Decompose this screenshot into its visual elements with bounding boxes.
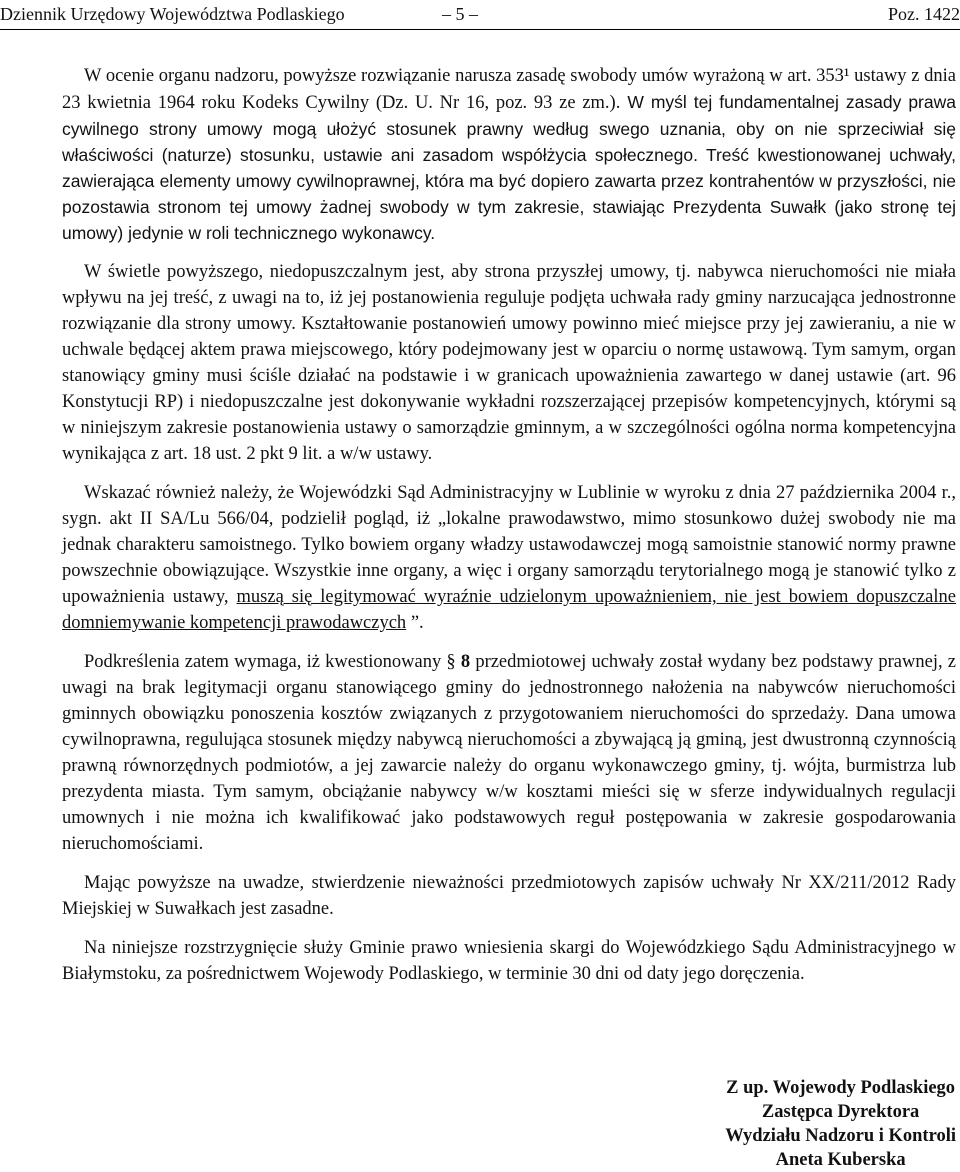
paragraph-3 xyxy=(62,480,956,636)
document-body xyxy=(62,62,956,1000)
paragraph-6: Na niniejsze rozstrzygnięcie służy Gminie prawo wniesienia skargi do Wojewódzkiego Sądu Administracyjnego w Białymstoku, za pośrednictwem Wojewody Podlaskiego, w terminie 30 dni od daty jego doręczenia. xyxy=(62,938,956,984)
page-header xyxy=(0,3,960,30)
signature-line-1: Z up. Wojewody Podlaskiego xyxy=(726,1078,956,1098)
paragraph-3-end: ”. xyxy=(406,613,424,633)
position-number: Poz. 1422 xyxy=(888,4,960,24)
paragraph-5: Mając powyższe na uwadze, stwierdzenie nieważności przedmiotowych zapisów uchwały Nr XX/211/2012 Rady Miejskiej w Suwałkach jest zasadne. xyxy=(62,873,956,919)
page-number: – 5 – xyxy=(442,4,478,24)
signature-line-2: Zastępca Dyrektora xyxy=(761,1102,920,1122)
journal-title: Dziennik Urzędowy Województwa Podlaskiego xyxy=(0,4,345,24)
paragraph-1-intro: W ocenie organu nadzoru, powyższe rozwiązanie narusza zasadę swobody umów wyrażoną w art. 353¹ ustawy z dnia 23 kwietnia 1964 roku Kodeks Cywilny (Dz. U. Nr 16, poz. 93 ze zm.). xyxy=(62,66,956,113)
paragraph-4 xyxy=(62,649,956,857)
signature-name: Aneta Kuberska xyxy=(775,1150,906,1170)
signature-block xyxy=(725,1076,956,1172)
paragraph-3-underlined-quote: muszą się legitymować wyraźnie udzielonym upoważnieniem, nie jest bowiem dopuszczalne domniemywanie kompetencji prawodawczych xyxy=(62,587,956,633)
paragraph-3-start: Wskazać również należy, że Wojewódzki Sąd Administracyjny w Lublinie w wyroku z dnia 27 października 2004 r., sygn. akt II SA/Lu 566/04, podzielił pogląd, iż „lokalne prawodawstwo, mimo stosunkowo dużej swobody nie ma jednak charakteru samoistnego. Tylko bowiem organy władzy ustawodawczej mogą samoistnie stanowić normy prawne powszechnie obowiązujące. Wszystkie inne organy, a więc i organy samorządu terytorialnego mogą je stanowić tylko z upoważnienia ustawy, xyxy=(62,483,956,607)
paragraph-1-rest: W myśl tej fundamentalnej zasady prawa cywilnego strony umowy mogą ułożyć stosunek prawny według swego uznania, oby on nie sprzeciwiał się właściwości (naturze) stosunku, ustawie ani zasadom współżycia społecznego. Treść kwestionowanej uchwały, zawierająca elementy umowy cywilnoprawnej, która ma być dopiero zawarta przez kontrahentów w przyszłości, nie pozostawia stronom tej umowy żadnej swobody w tym zakresie, stawiając Prezydenta Suwałk (jako stronę tej umowy) jedynie w roli technicznego wykonawcy. xyxy=(62,92,956,243)
paragraph-1 xyxy=(62,62,956,246)
signature-line-3: Wydziału Nadzoru i Kontroli xyxy=(725,1126,956,1146)
paragraph-4-section-number: 8 xyxy=(460,652,471,672)
paragraph-4-end: przedmiotowej uchwały został wydany bez podstawy prawnej, z uwagi na brak legitymacji organu stanowiącego gminy do jednostronnego nałożenia na nabywców nieruchomości gminnych obowiązku ponoszenia kosztów związanych z przygotowaniem nieruchomości do sprzedaży. Dana umowa cywilnoprawna, regulująca stosunek między nabywcą nieruchomości a zbywającą ją gminą, jest dwustronną czynnością prawną równorzędnych podmiotów, a jej zawarcie należy do organu wykonawczego gminy, tj. wójta, burmistrza lub prezydenta miasta. Tym samym, obciążanie nabywcy w/w kosztami mieści się w sferze indywidualnych regulacji umownych i nie można ich kwalifikować jako podstawowych reguł postępowania w zakresie gospodarowania nieruchomościami. xyxy=(62,652,956,854)
paragraph-2: W świetle powyższego, niedopuszczalnym jest, aby strona przyszłej umowy, tj. nabywca nieruchomości nie miała wpływu na jej treść, z uwagi na to, iż jej postanowienia reguluje podjęta uchwała rady gminy narzucająca jednostronne rozwiązanie dla strony umowy. Kształtowanie postanowień umowy powinno mieć miejsce przy jej zawieraniu, a nie w uchwale będącej aktem prawa miejscowego, który podejmowany jest w oparciu o normę ustawową. Tym samym, organ stanowiący gminy musi ściśle działać na podstawie i w granicach upoważnienia zawartego w danej ustawie (art. 96 Konstytucji RP) i niedopuszczalne jest dokonywanie wykładni rozszerzającej przepisów kompetencyjnych, którymi są w niniejszym zakresie postanowienia ustawy o samorządzie gminnym, a w szczególności ogólna norma kompetencyjna wynikająca z art. 18 ust. 2 pkt 9 lit. a w/w ustawy. xyxy=(62,262,956,464)
paragraph-4-start: Podkreślenia zatem wymaga, iż kwestionowany § xyxy=(84,652,461,672)
